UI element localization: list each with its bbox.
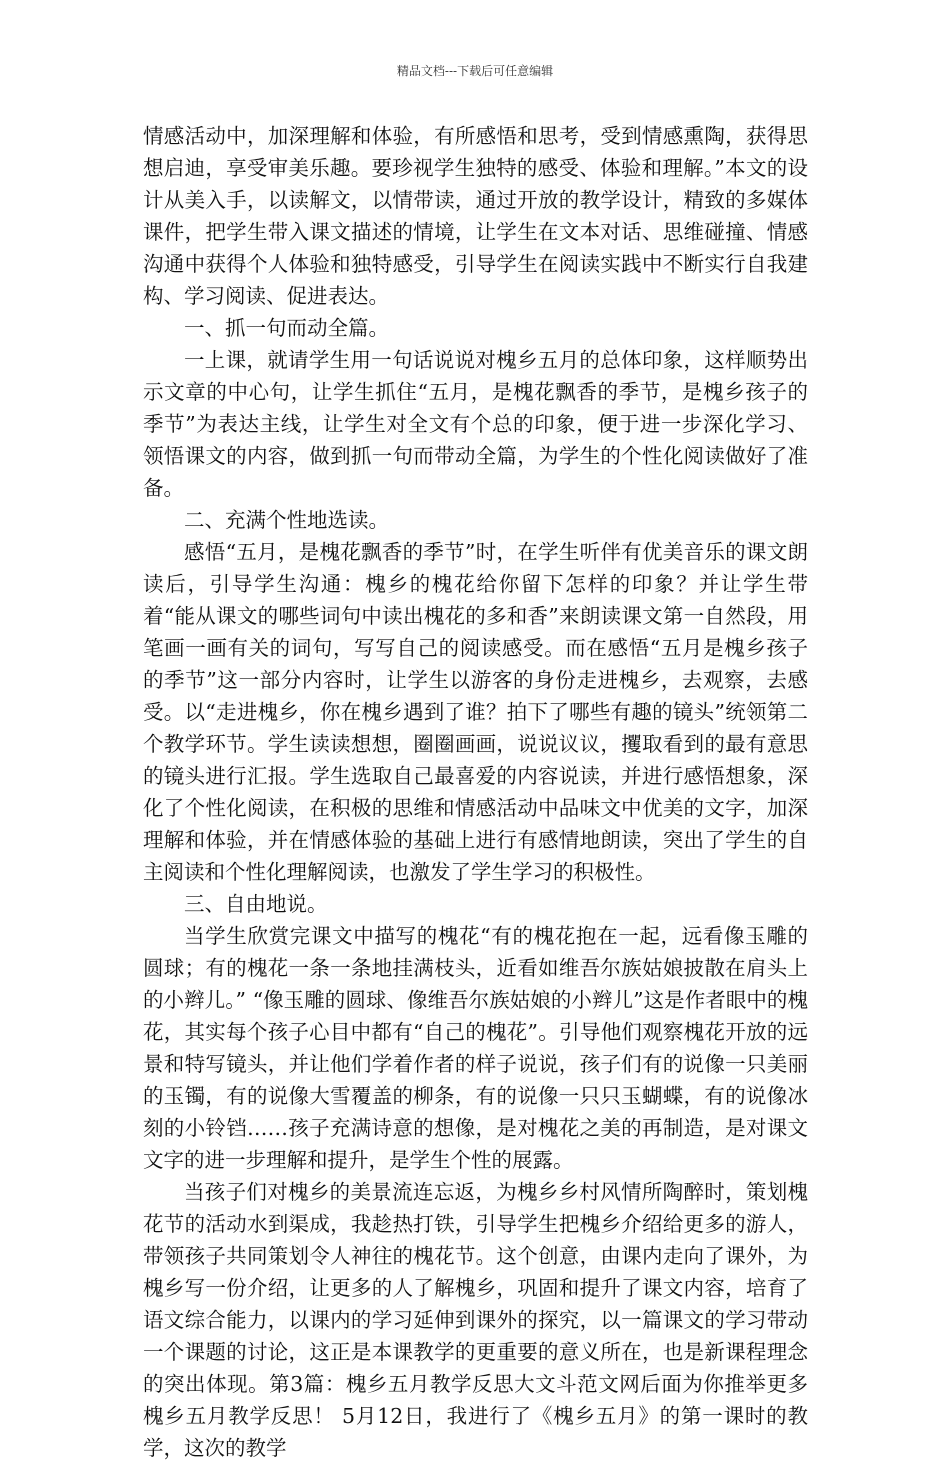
paragraph-3: 感悟“五月，是槐花飘香的季节”时，在学生听伴有优美音乐的课文朗读后，引导学生沟通：槐乡的槐花给你留下怎样的印象？并让学生带着“能从课文的哪些词句中读出槐花的多和香”来朗读课文第一自然段，用笔画一画有关的词句，写写自己的阅读感受。而在感悟“五月是槐乡孩子的季节”这一部分内容时，让学生以游客的身份走进槐乡，去观察，去感受。以“走进槐乡，你在槐乡遇到了谁？拍下了哪些有趣的镜头”统领第二个教学环节。学生读读想想，圈圈画画，说说议议，攫取看到的最有意思的镜头进行汇报。学生选取自己最喜爱的内容说读，并进行感悟想象，深化了个性化阅读，在积极的思维和情感活动中品味文中优美的文字，加深理解和体验，并在情感体验的基础上进行有感情地朗读，突出了学生的自主阅读和个性化理解阅读，也激发了学生学习的积极性。 — [143, 540, 808, 884]
paragraph-1: 情感活动中，加深理解和体验，有所感悟和思考，受到情感熏陶，获得思想启迪，享受审美乐趣。要珍视学生独特的感受、体验和理解。”本文的设计从美入手，以读解文，以情带读，通过开放的教学设计，精致的多媒体课件，把学生带入课文描述的情境，让学生在文本对话、思维碰撞、情感沟通中获得个人体验和独特感受，引导学生在阅读实践中不断实行自我建构、学习阅读、促进表达。 — [143, 124, 808, 308]
section-heading-3: 三、自由地说。 — [184, 892, 328, 916]
paragraph-2: 一上课，就请学生用一句话说说对槐乡五月的总体印象，这样顺势出示文章的中心句，让学生抓住“五月，是槐花飘香的季节，是槐乡孩子的季节”为表达主线，让学生对全文有个总的印象，便于进一步深化学习、领悟课文的内容，做到抓一句而带动全篇，为学生的个性化阅读做好了准备。 — [143, 348, 808, 500]
document-body — [143, 120, 808, 1464]
paragraph-4: 当学生欣赏完课文中描写的槐花“有的槐花抱在一起，远看像玉雕的圆球；有的槐花一条一条地挂满枝头，近看如维吾尔族姑娘披散在肩头上的小辫儿。” “像玉雕的圆球、像维吾尔族姑娘的小辫儿”这是作者眼中的槐花，其实每个孩子心目中都有“自己的槐花”。引导他们观察槐花开放的远景和特写镜头，并让他们学着作者的样子说说，孩子们有的说像一只美丽的玉镯，有的说像大雪覆盖的柳条，有的说像一只只玉蝴蝶，有的说像冰刻的小铃铛……孩子充满诗意的想像，是对槐花之美的再制造，是对课文文字的进一步理解和提升，是学生个性的展露。 — [143, 924, 808, 1172]
paragraph-5: 当孩子们对槐乡的美景流连忘返，为槐乡乡村风情所陶醉时，策划槐花节的活动水到渠成，我趁热打铁，引导学生把槐乡介绍给更多的游人，带领孩子共同策划令人神往的槐花节。这个创意，由课内走向了课外，为槐乡写一份介绍，让更多的人了解槐乡，巩固和提升了课文内容，培育了语文综合能力，以课内的学习延伸到课外的探究，以一篇课文的学习带动一个课题的讨论，这正是本课教学的更重要的意义所在，也是新课程理念的突出体现。第3篇：槐乡五月教学反思大文斗范文网后面为你推举更多槐乡五月教学反思！ 5月12日，我进行了《槐乡五月》的第一课时的教学，这次的教学 — [143, 1180, 808, 1460]
page-header: 精品文档---下载后可任意编辑 — [396, 64, 554, 78]
section-heading-2: 二、充满个性地选读。 — [184, 508, 389, 532]
section-heading-1: 一、抓一句而动全篇。 — [184, 316, 389, 340]
